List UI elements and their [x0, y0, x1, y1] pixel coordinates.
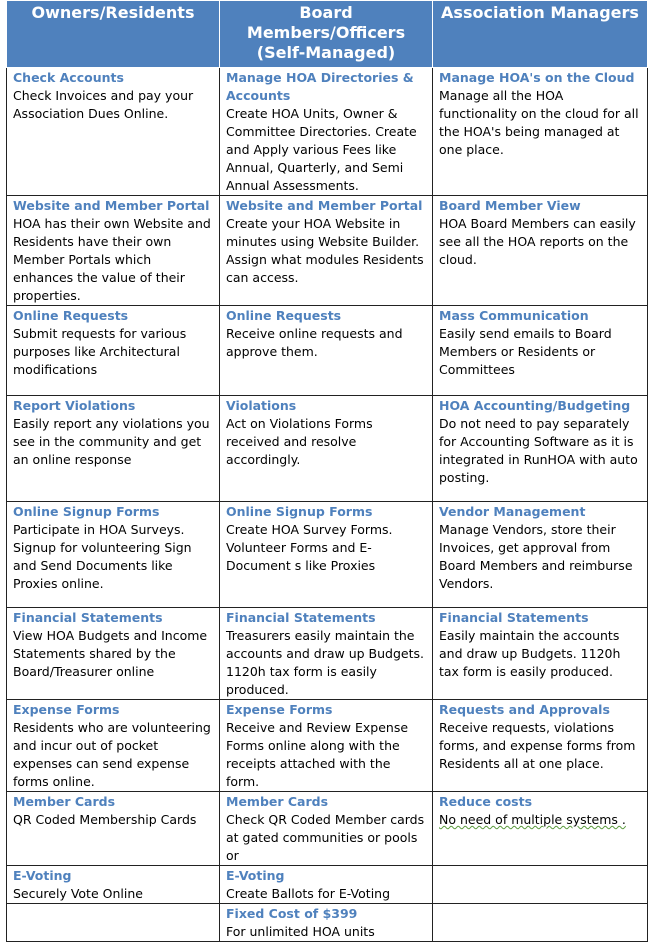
feature-title: Online Signup Forms — [226, 504, 373, 519]
feature-title: Online Requests — [13, 308, 129, 323]
feature-description: Create your HOA Website in minutes using Website Builder. Assign what modules Residents can access. — [226, 216, 424, 285]
table-cell — [433, 700, 648, 792]
feature-title: HOA Accounting/Budgeting — [439, 398, 631, 413]
table-cell — [7, 700, 220, 792]
table-cell — [7, 608, 220, 700]
feature-title: Financial Statements — [13, 610, 163, 625]
table-cell — [220, 904, 433, 942]
header-row — [7, 1, 648, 68]
feature-title: Reduce costs — [439, 794, 533, 809]
table-cell — [433, 792, 648, 866]
table-cell — [220, 68, 433, 196]
table-cell — [7, 866, 220, 904]
feature-description: Securely Vote Online — [13, 886, 143, 901]
feature-title: Website and Member Portal — [226, 198, 423, 213]
table-cell — [7, 502, 220, 608]
table-cell — [433, 608, 648, 700]
feature-title: Fixed Cost of $399 — [226, 906, 358, 921]
feature-title: Expense Forms — [226, 702, 333, 717]
feature-description: Treasurers easily maintain the accounts and draw up Budgets. 1120h tax form is easily produced. — [226, 628, 424, 697]
table-cell — [433, 306, 648, 396]
table-cell — [7, 196, 220, 306]
feature-description: Create HOA Survey Forms. Volunteer Forms and E-Document s like Proxies — [226, 522, 393, 573]
feature-description: Submit requests for various purposes like Architectural modifications — [13, 326, 187, 377]
feature-description: Residents who are volunteering and incur out of pocket expenses can send expense forms online. — [13, 720, 211, 789]
feature-title: Financial Statements — [226, 610, 376, 625]
feature-title: Mass Communication — [439, 308, 589, 323]
feature-description: Manage Vendors, store their Invoices, get approval from Board Members and reimburse Vendors. — [439, 522, 633, 591]
header-board-members: Board Members/Officers (Self-Managed) — [220, 1, 433, 68]
table-cell — [433, 866, 648, 904]
table-cell — [433, 196, 648, 306]
feature-description: Easily send emails to Board Members or Residents or Committees — [439, 326, 612, 377]
feature-title: Expense Forms — [13, 702, 120, 717]
feature-title: Check Accounts — [13, 70, 124, 85]
table-row — [7, 502, 648, 608]
table-cell — [7, 396, 220, 502]
table-cell — [220, 196, 433, 306]
feature-title: Report Violations — [13, 398, 136, 413]
feature-title: Online Signup Forms — [13, 504, 160, 519]
table-cell — [220, 608, 433, 700]
table-cell — [220, 792, 433, 866]
feature-description: Create HOA Units, Owner & Committee Directories. Create and Apply various Fees like Annual, Quarterly, and Semi Annual Assessments. — [226, 106, 417, 193]
table-cell — [220, 306, 433, 396]
header-owners-residents: Owners/Residents — [7, 1, 220, 68]
feature-description: Check QR Coded Member cards at gated communities or pools or — [226, 812, 425, 863]
table-row — [7, 68, 648, 196]
table-cell — [220, 700, 433, 792]
feature-description: Do not need to pay separately for Accounting Software as it is integrated in RunHOA with auto posting. — [439, 416, 638, 485]
feature-title: Manage HOA Directories & Accounts — [226, 70, 414, 103]
table-row — [7, 306, 648, 396]
feature-description: QR Coded Membership Cards — [13, 812, 197, 827]
feature-description: View HOA Budgets and Income Statements shared by the Board/Treasurer online — [13, 628, 208, 679]
table-cell — [433, 68, 648, 196]
feature-description: Manage all the HOA functionality on the cloud for all the HOA's being managed at one place. — [439, 88, 639, 157]
feature-description: Receive online requests and approve them. — [226, 326, 403, 359]
feature-description: Check Invoices and pay your Association Dues Online. — [13, 88, 194, 121]
table-cell — [7, 904, 220, 942]
table-cell — [220, 396, 433, 502]
feature-description: Create Ballots for E-Voting — [226, 886, 391, 901]
table-row — [7, 608, 648, 700]
feature-title: Member Cards — [226, 794, 329, 809]
feature-description: HOA has their own Website and Residents have their own Member Portals which enhances the value of their properties. — [13, 216, 211, 303]
feature-title: E-Voting — [226, 868, 285, 883]
table-row — [7, 904, 648, 942]
table-row — [7, 196, 648, 306]
feature-title: Requests and Approvals — [439, 702, 610, 717]
feature-title: Financial Statements — [439, 610, 589, 625]
table-cell — [433, 396, 648, 502]
table-row — [7, 396, 648, 502]
feature-description: HOA Board Members can easily see all the HOA reports on the cloud. — [439, 216, 636, 267]
feature-title: Website and Member Portal — [13, 198, 210, 213]
table-cell — [7, 68, 220, 196]
feature-comparison-table — [6, 0, 648, 942]
feature-description: No need of multiple systems . — [439, 812, 626, 827]
feature-title: E-Voting — [13, 868, 72, 883]
table-row — [7, 700, 648, 792]
table-row — [7, 866, 648, 904]
table-cell — [433, 904, 648, 942]
feature-description: Receive and Review Expense Forms online along with the receipts attached with the form. — [226, 720, 409, 789]
feature-description: For unlimited HOA units — [226, 924, 375, 939]
feature-title: Manage HOA's on the Cloud — [439, 70, 635, 85]
feature-description: Participate in HOA Surveys. Signup for volunteering Sign and Send Documents like Proxies online. — [13, 522, 192, 591]
feature-title: Online Requests — [226, 308, 342, 323]
feature-title: Violations — [226, 398, 297, 413]
table-cell — [220, 866, 433, 904]
table-row — [7, 792, 648, 866]
feature-description: Act on Violations Forms received and resolve accordingly. — [226, 416, 373, 467]
feature-title: Member Cards — [13, 794, 116, 809]
table-cell — [7, 792, 220, 866]
feature-title: Board Member View — [439, 198, 581, 213]
feature-description: Easily maintain the accounts and draw up Budgets. 1120h tax form is easily produced. — [439, 628, 621, 679]
table-cell — [7, 306, 220, 396]
feature-title: Vendor Management — [439, 504, 586, 519]
feature-description: Receive requests, violations forms, and expense forms from Residents all at one place. — [439, 720, 636, 771]
table-cell — [220, 502, 433, 608]
table-cell — [433, 502, 648, 608]
feature-description: Easily report any violations you see in the community and get an online response — [13, 416, 210, 467]
header-association-managers: Association Managers — [433, 1, 648, 68]
